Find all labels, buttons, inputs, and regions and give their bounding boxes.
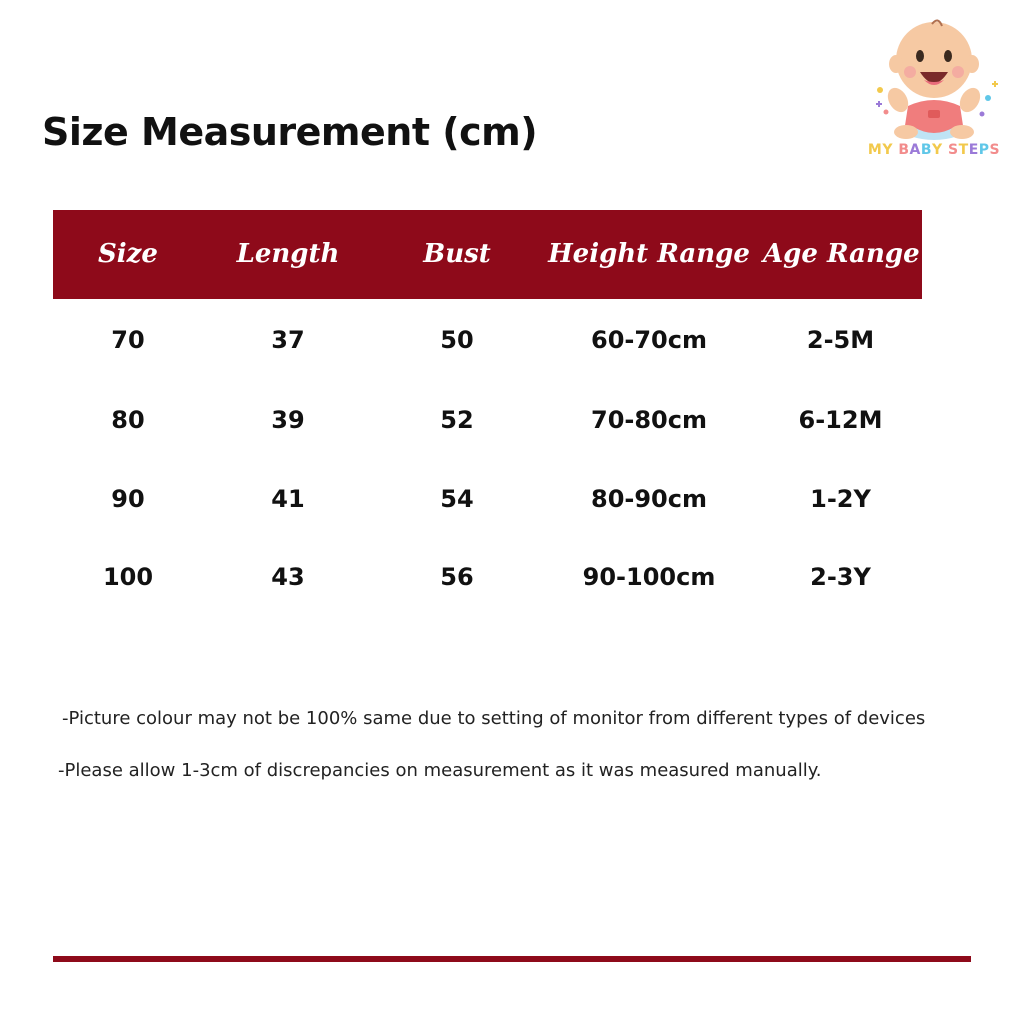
cell-height-range: 90-100cm (582, 563, 716, 591)
table-row (53, 320, 922, 360)
table-header (53, 210, 922, 299)
header-height-range: Height Range (548, 239, 750, 269)
brand-logo (858, 14, 1010, 164)
cell-bust: 56 (440, 563, 474, 591)
cell-size: 100 (102, 563, 154, 591)
header-length: Length (236, 239, 340, 269)
cell-age-range: 2-5M (806, 326, 875, 354)
cell-height-range: 60-70cm (591, 326, 707, 354)
cell-height-range: 80-90cm (591, 485, 707, 513)
header-bust: Bust (423, 239, 491, 269)
table-row (53, 400, 922, 440)
note-discrepancy: -Please allow 1-3cm of discrepancies on measurement as it was measured manually. (58, 760, 822, 781)
cell-size: 80 (111, 406, 145, 434)
baby-mascot-icon (858, 14, 1010, 144)
table-row (53, 557, 922, 597)
cell-age-range: 6-12M (798, 406, 883, 434)
bottom-divider (53, 956, 971, 962)
cell-length: 39 (271, 406, 305, 434)
cell-length: 43 (271, 563, 305, 591)
note-colour: -Picture colour may not be 100% same due to setting of monitor from different types of devices (62, 708, 926, 729)
cell-height-range: 70-80cm (591, 406, 707, 434)
cell-bust: 50 (440, 326, 474, 354)
cell-length: 37 (271, 326, 305, 354)
header-size: Size (98, 239, 158, 269)
brand-name: MY BABY STEPS (867, 142, 1001, 158)
cell-length: 41 (271, 485, 305, 513)
header-age-range: Age Range (763, 239, 920, 269)
table-row (53, 479, 922, 519)
cell-age-range: 2-3Y (810, 563, 871, 591)
page-title: Size Measurement (cm) (42, 110, 538, 154)
cell-size: 70 (111, 326, 145, 354)
cell-bust: 52 (440, 406, 474, 434)
cell-age-range: 1-2Y (810, 485, 871, 513)
cell-bust: 54 (440, 485, 474, 513)
cell-size: 90 (111, 485, 145, 513)
